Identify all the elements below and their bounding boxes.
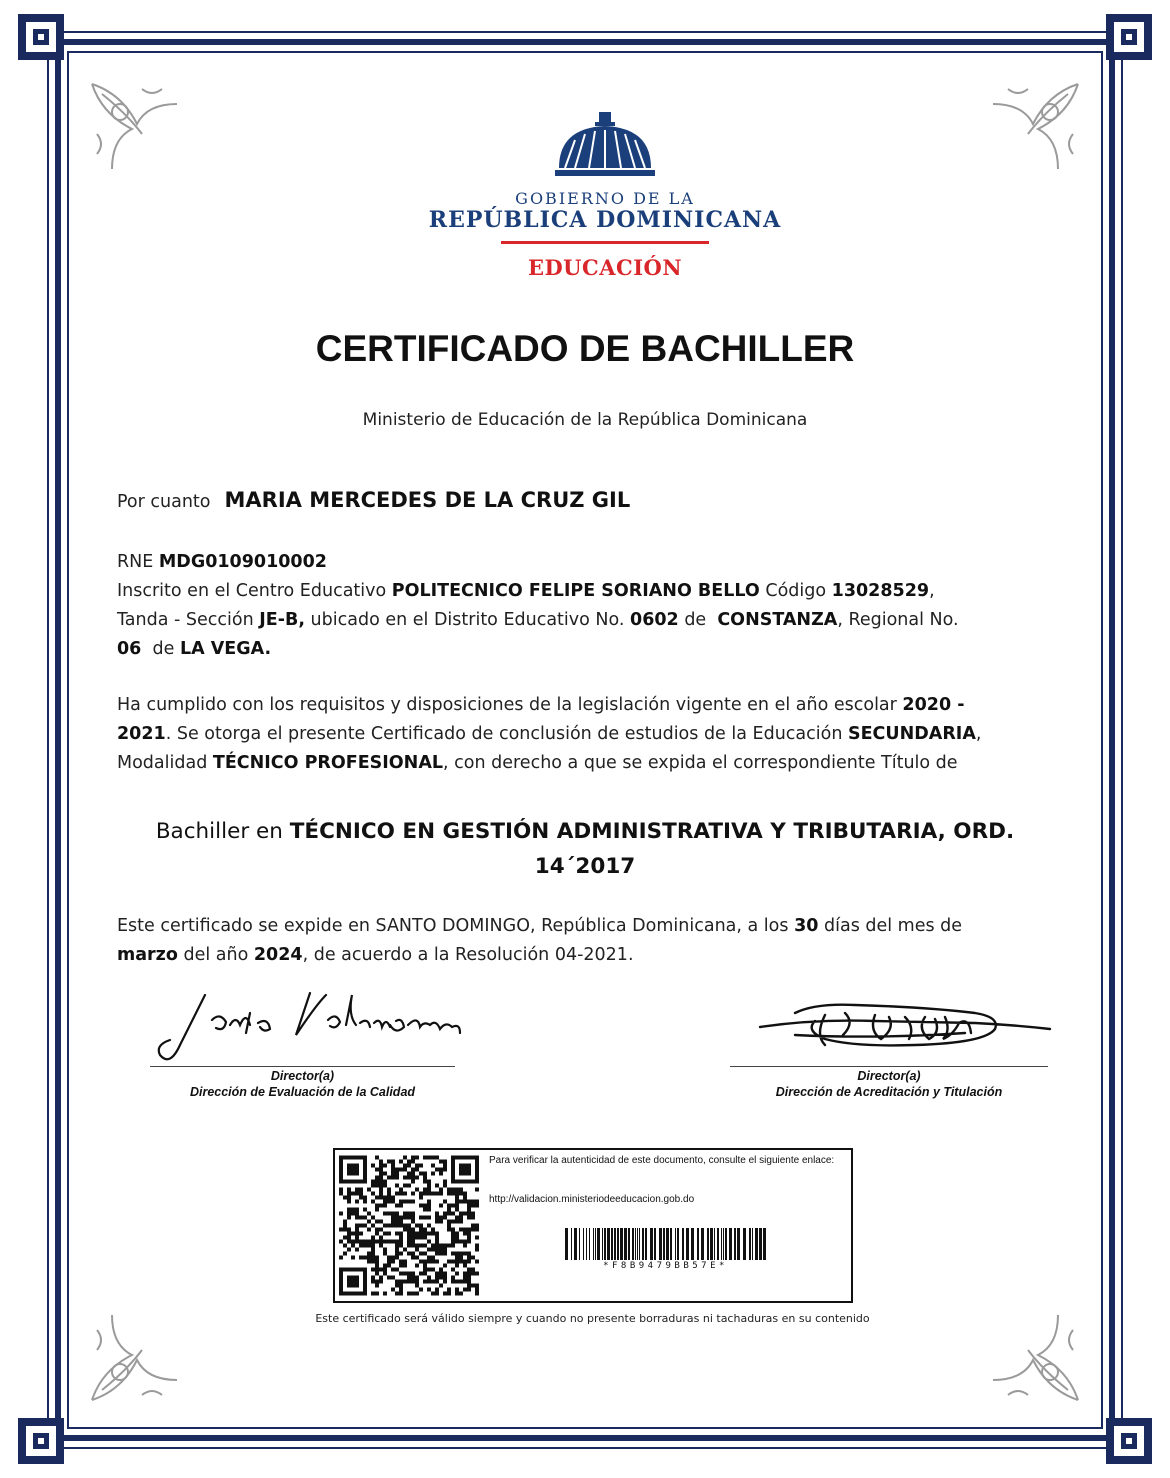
left-signature-line [150,1066,455,1067]
left-department: Dirección de Evaluación de la Calidad [189,1085,416,1099]
tanda-value: JE-B, [259,610,305,630]
issuance-text-1: Este certificado se expide en SANTO DOMINGO, República Dominicana, a los [117,916,789,936]
tanda-label: Tanda - Sección [117,610,254,630]
student-name: MARIA MERCEDES DE LA CRUZ GIL [224,488,631,512]
de-label: de [684,610,707,630]
enrollment-paragraph: RNE MDG0109010002 Inscrito en el Centro Educativo POLITECNICO FELIPE SORIANO BELLO Código 13028529, Tanda - Sección JE-B, ubicado en el Distrito Educativo No. 0602 de CONSTANZA, Regional No. 06 de LA VEGA. [117,552,959,659]
left-signature [150,985,480,1070]
barcode-code: *F8B9479BB57E* [603,1261,728,1271]
validity-note: Este certificado será válido siempre y cuando no presente borraduras ni tachaduras en su contenido [315,1312,870,1325]
issuance-year: 2024 [253,945,303,965]
rne-label: RNE [117,552,154,572]
inscrito-label: Inscrito en el Centro Educativo [117,581,387,601]
certificate-title: CERTIFICADO DE BACHILLER [315,328,855,369]
verification-url[interactable]: http://validacion.ministeriodeeducacion.gob.do [489,1194,695,1205]
education-level: SECUNDARIA [848,724,976,744]
school-code: 13028529 [831,581,930,601]
issuance-paragraph [117,912,1057,970]
degree-name-2: 14´2017 [534,854,636,879]
right-signature [755,995,1055,1065]
right-signature-line [730,1066,1048,1067]
school-name: POLITECNICO FELIPE SORIANO BELLO [391,581,760,601]
school-year-start: 2020 - [902,695,965,715]
corner-ornament-icon [82,74,192,184]
completion-text-1: Ha cumplido con los requisitos y disposiciones de la legislación vigente en el año escolar [117,695,897,715]
completion-text-3: , [975,724,982,744]
issuance-month: marzo [117,945,178,965]
distrito-label: ubicado en el Distrito Educativo No. [310,610,625,630]
modalidad-value: TÉCNICO PROFESIONAL [212,753,444,773]
issuance-text-2: días del mes de [824,916,963,936]
de-label-2: de [152,639,175,659]
codigo-label: Código [765,581,827,601]
completion-paragraph [117,691,1057,778]
left-signer-role [150,1068,455,1100]
logo-red-divider [501,241,709,244]
region-value: LA VEGA. [179,639,272,659]
student-line [117,486,630,517]
corner-ornament-icon [978,74,1088,184]
right-signer-role [730,1068,1048,1100]
issuance-day: 30 [794,916,819,936]
right-director-label: Director(a) [857,1069,921,1083]
logo-line-republica: REPÚBLICA DOMINICANA [428,207,782,233]
verification-box [333,1148,853,1303]
regional-label: , Regional No. [837,610,959,630]
logo-line-gobierno: GOBIERNO DE LA [515,189,695,208]
verification-instructions: Para verificar la autenticidad de este documento, consulte el siguiente enlace: [489,1155,835,1166]
completion-text-2: . Se otorga el presente Certificado de conclusión de estudios de la Educación [165,724,843,744]
degree-title [100,814,1070,884]
rne-value: MDG0109010002 [158,552,327,572]
right-department: Dirección de Acreditación y Titulación [775,1085,1003,1099]
barcode-icon [563,1228,768,1264]
por-cuanto-label: Por cuanto [117,492,211,512]
left-director-label: Director(a) [270,1069,335,1083]
issuance-text-4: , de acuerdo a la Resolución 04-2021. [302,945,634,965]
issuance-text-3: del año [183,945,249,965]
government-logo [380,105,830,285]
completion-text-4: , con derecho a que se expida el correspondiente Título de [443,753,958,773]
certificate-subtitle: Ministerio de Educación de la República Dominicana [362,410,808,430]
city-value: CONSTANZA [717,610,838,630]
school-year-end: 2021 [117,724,166,744]
modalidad-label: Modalidad [117,753,208,773]
degree-label: Bachiller en [155,819,283,844]
logo-line-educacion: EDUCACIÓN [527,255,683,280]
regional-value: 06 [117,639,142,659]
distrito-value: 0602 [630,610,679,630]
capitol-dome-icon [555,110,655,178]
degree-name: TÉCNICO EN GESTIÓN ADMINISTRATIVA Y TRIBUTARIA, ORD. [289,819,1015,844]
qr-code-icon[interactable] [335,1150,483,1301]
